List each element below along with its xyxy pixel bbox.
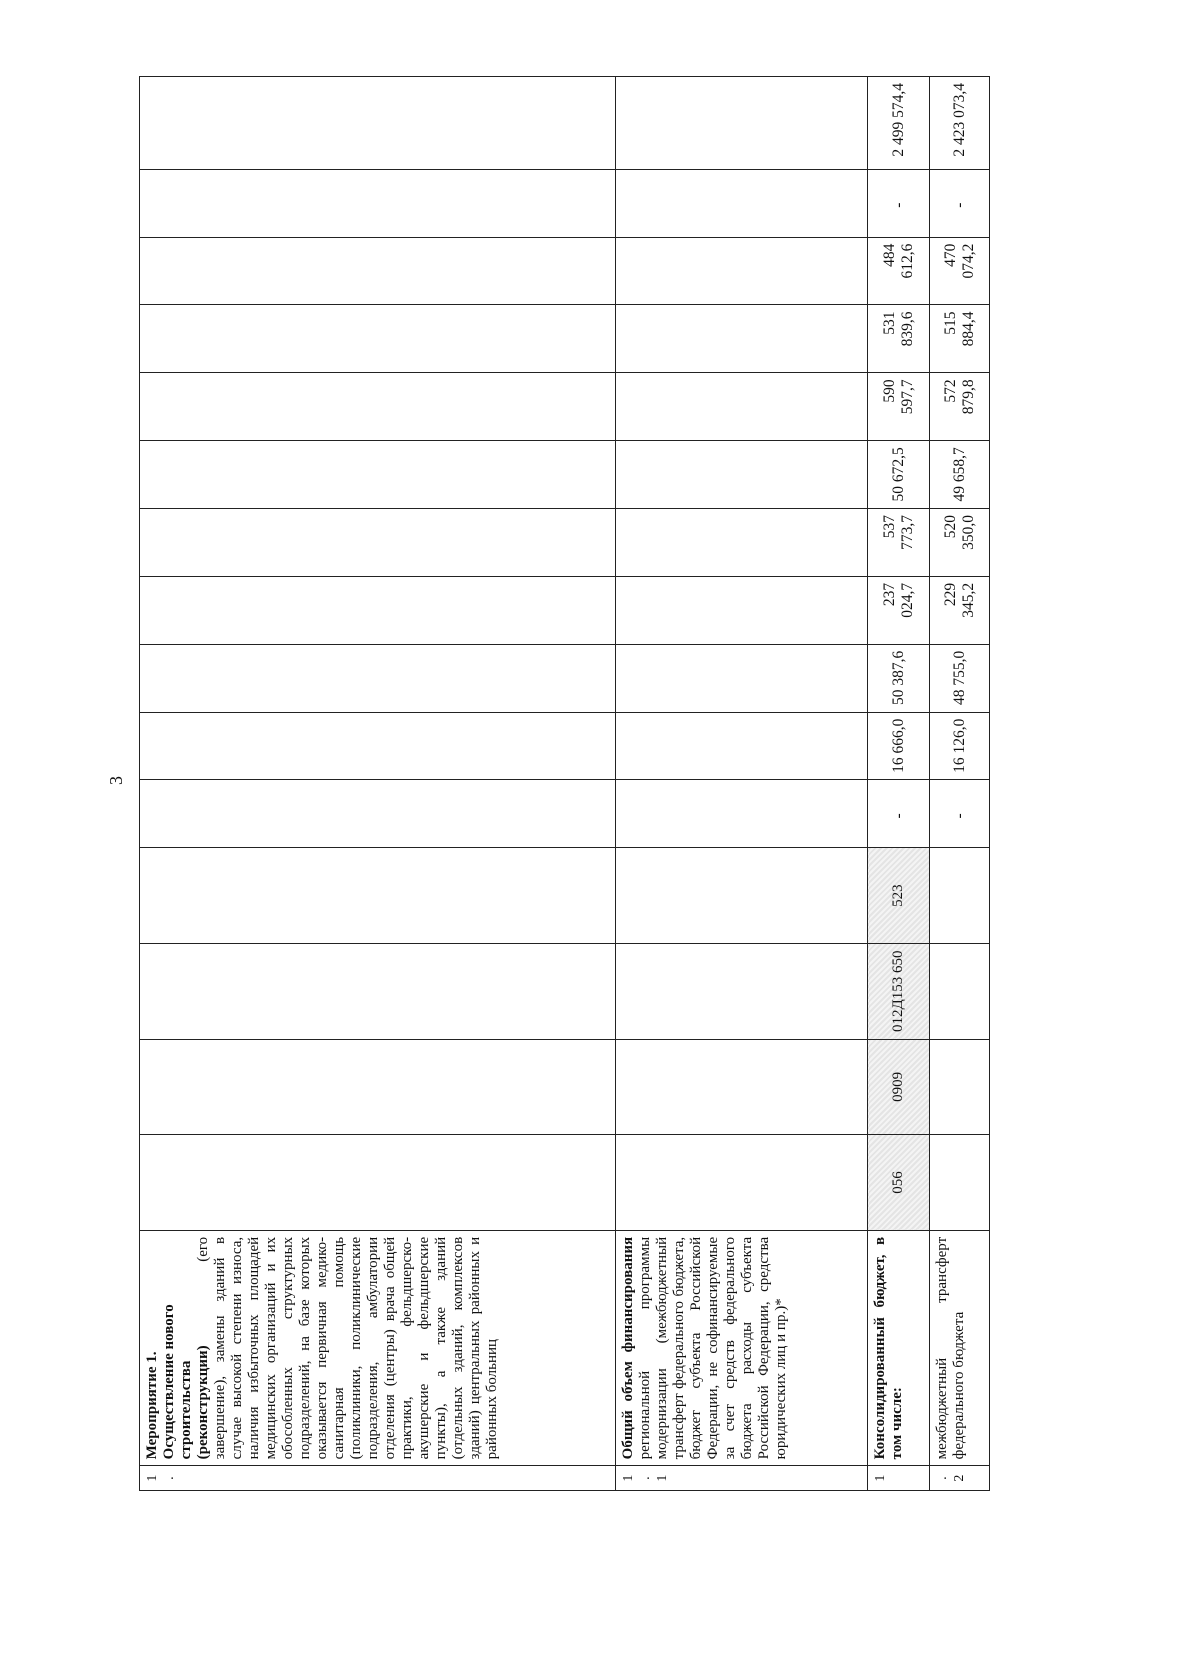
value-cell: - (868, 780, 930, 848)
empty-cell (140, 848, 616, 944)
empty-cell (616, 1135, 868, 1231)
value-cell: 572 879,8 (930, 373, 990, 441)
empty-cell (140, 943, 616, 1039)
empty-cell (140, 441, 616, 509)
empty-cell (616, 77, 868, 170)
value-cell: 2 423 073,4 (930, 77, 990, 170)
empty-cell (616, 169, 868, 237)
code-cell: 056 (868, 1135, 930, 1231)
value-cell: 16 666,0 (868, 712, 930, 780)
empty-cell (140, 373, 616, 441)
table-row-total-financing (616, 77, 868, 1491)
empty-cell (616, 712, 868, 780)
value-cell: 470 074,2 (930, 237, 990, 305)
financing-description (616, 1230, 868, 1465)
row-number: 1 (868, 1466, 930, 1491)
budget-table (139, 76, 990, 1491)
rotated-page (139, 76, 1039, 1491)
table-row-measure-1 (140, 77, 616, 1491)
value-cell: 520 350,0 (930, 509, 990, 577)
value-cell: 2 499 574,4 (868, 77, 930, 170)
value-cell: - (868, 169, 930, 237)
empty-cell (616, 373, 868, 441)
empty-cell (616, 780, 868, 848)
value-cell: - (930, 780, 990, 848)
empty-cell (140, 644, 616, 712)
empty-cell (616, 644, 868, 712)
empty-cell (616, 848, 868, 944)
empty-cell (616, 305, 868, 373)
value-cell: 537 773,7 (868, 509, 930, 577)
value-cell: 48 755,0 (930, 644, 990, 712)
empty-cell (140, 1135, 616, 1231)
row-number: 1 . 1 (616, 1466, 868, 1491)
empty-cell (616, 576, 868, 644)
empty-cell (616, 441, 868, 509)
financing-bold-intro: Общий объем финансирования (620, 1236, 636, 1460)
value-cell: 515 884,4 (930, 305, 990, 373)
empty-cell (140, 237, 616, 305)
code-cell: 0909 (868, 1039, 930, 1135)
value-cell: 590 597,7 (868, 373, 930, 441)
value-cell: 237 024,7 (868, 576, 930, 644)
empty-cell (930, 1039, 990, 1135)
value-cell: 16 126,0 (930, 712, 990, 780)
measure-description (140, 1230, 616, 1465)
empty-cell (140, 509, 616, 577)
row-number: 1 . (140, 1466, 616, 1491)
value-cell: 531 839,6 (868, 305, 930, 373)
value-cell: 484 612,6 (868, 237, 930, 305)
financing-text: региональной программы модернизации (межбюджетный трансферт федерального бюджета, бюджет субъекта Российской Федерации, не софинансируемые за счет средств федерального бюджета расходы субъекта Российской Федерации, средства юридических лиц и пр.)* (637, 1236, 789, 1460)
measure-text: (его завершение), замены зданий в случае высокой степени износа, наличия избыточных площадей медицинских организаций и их обособленных структурных подразделений, на базе которых оказывается первичная медико-санитарная помощь (поликлиники, поликлинические подразделения, амбулатории отделения (центры) врача общей практики, фельдшерско-акушерские и фельдшерские пункты), а также зданий (отдельных зданий, комплексов зданий) центральных районных и районных больниц (195, 1236, 500, 1460)
empty-cell (616, 943, 868, 1039)
code-cell: 012Д153 650 (868, 943, 930, 1039)
value-cell: 229 345,2 (930, 576, 990, 644)
empty-cell (930, 848, 990, 944)
empty-cell (616, 237, 868, 305)
page-number: 3 (106, 776, 126, 785)
measure-bold-line: строительства (178, 1360, 194, 1460)
federal-transfer-label: межбюджетный трансферт федерального бюджета (930, 1230, 990, 1465)
value-cell: 50 387,6 (868, 644, 930, 712)
empty-cell (140, 305, 616, 373)
empty-cell (140, 780, 616, 848)
table-row-consolidated-budget (868, 77, 930, 1491)
measure-bold-line: (реконструкции) (195, 1345, 211, 1460)
empty-cell (930, 1135, 990, 1231)
empty-cell (140, 1039, 616, 1135)
code-cell: 523 (868, 848, 930, 944)
empty-cell (140, 169, 616, 237)
table-row-federal-transfer (930, 77, 990, 1491)
row-number: . 2 (930, 1466, 990, 1491)
empty-cell (930, 943, 990, 1039)
value-cell: 50 672,5 (868, 441, 930, 509)
consolidated-budget-label: Консолидированный бюджет, в том числе: (868, 1230, 930, 1465)
measure-bold-line: Осуществление нового (161, 1304, 177, 1460)
measure-title: Мероприятие 1. (144, 1351, 160, 1460)
empty-cell (140, 712, 616, 780)
empty-cell (616, 1039, 868, 1135)
empty-cell (140, 576, 616, 644)
empty-cell (616, 509, 868, 577)
value-cell: - (930, 169, 990, 237)
empty-cell (140, 77, 616, 170)
value-cell: 49 658,7 (930, 441, 990, 509)
